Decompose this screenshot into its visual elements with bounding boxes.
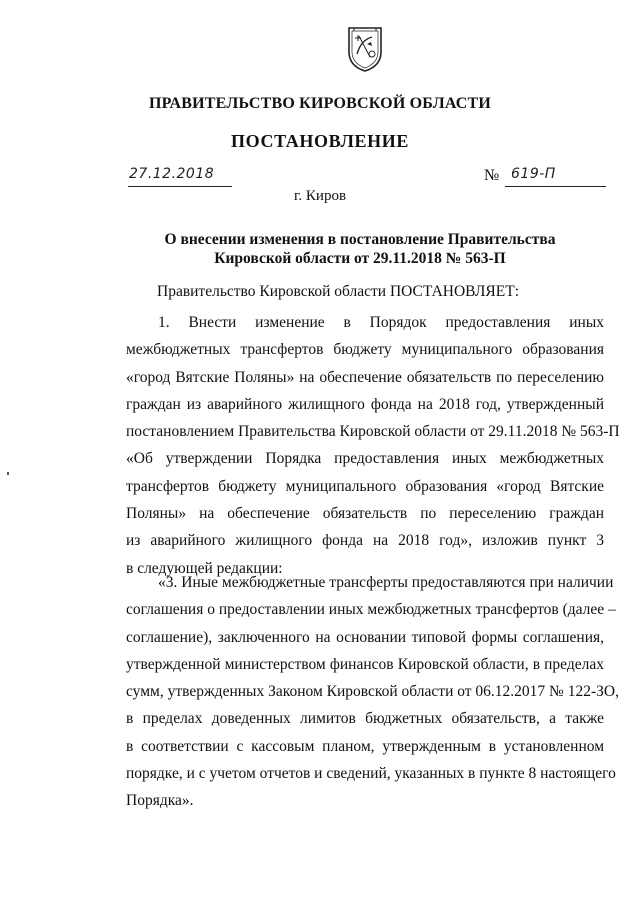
text-line: «город Вятские Поляны» на обеспечение обязательств по переселению — [126, 368, 604, 386]
text-line: межбюджетных трансфертов бюджету муниципального образования — [126, 341, 604, 359]
handwritten-number: 619-П — [511, 166, 556, 182]
text-line: «Об утверждении Порядка предоставления иных межбюджетных — [126, 450, 604, 468]
text-line: 1. Внести изменение в Порядок предоставления иных — [158, 314, 604, 331]
text-line: соглашения о предоставлении иных межбюджетных трансфертов (далее – — [126, 601, 616, 619]
text-line: в следующей редакции: — [126, 559, 283, 577]
number-label: № — [484, 167, 500, 184]
date-field — [128, 166, 232, 187]
title-line: Кировской области от 29.11.2018 № 563-П — [214, 250, 506, 267]
text-line: Порядка». — [126, 792, 194, 810]
paragraph-1 — [126, 309, 620, 582]
coat-of-arms-icon — [345, 24, 385, 74]
text-line: «3. Иные межбюджетные трансферты предоставляются при наличии — [158, 574, 614, 591]
text-line: порядке, и с учетом отчетов и сведений, указанных в пункте 8 настоящего — [126, 765, 616, 783]
text-line: граждан из аварийного жилищного фонда на 2018 год, утвержденный — [126, 395, 604, 413]
document-type: ПОСТАНОВЛЕНИЕ — [231, 131, 409, 151]
text-line: утвержденной министерством финансов Кировской области, в пределах — [126, 655, 604, 673]
text-line: Поляны» на обеспечение обязательств по переселению граждан — [126, 505, 604, 523]
title-line: О внесении изменения в постановление Правительства — [164, 231, 556, 248]
text-line: из аварийного жилищного фонда на 2018 год», изложив пункт 3 — [126, 532, 604, 550]
document-title — [130, 230, 590, 268]
text-line: трансфертов бюджету муниципального образования «город Вятские — [126, 477, 604, 495]
text-line: соглашение), заключенного на основании типовой формы соглашения, — [126, 628, 604, 646]
scan-speck — [7, 472, 9, 475]
paragraph-2 — [126, 569, 619, 815]
organization-name: ПРАВИТЕЛЬСТВО КИРОВСКОЙ ОБЛАСТИ — [148, 95, 492, 112]
number-field — [505, 166, 606, 187]
intro-text: Правительство Кировской области ПОСТАНОВЛЯЕТ: — [157, 283, 520, 300]
handwritten-date: 27.12.2018 — [129, 166, 215, 182]
text-line: постановлением Правительства Кировской области от 29.11.2018 № 563-П — [126, 423, 620, 441]
text-line: в пределах доведенных лимитов бюджетных обязательств, а также — [126, 710, 604, 728]
city: г. Киров — [293, 188, 347, 204]
text-line: сумм, утвержденных Законом Кировской области от 06.12.2017 № 122-ЗО, — [126, 683, 619, 701]
text-line: в соответствии с кассовым планом, утвержденным в установленном — [126, 737, 604, 755]
